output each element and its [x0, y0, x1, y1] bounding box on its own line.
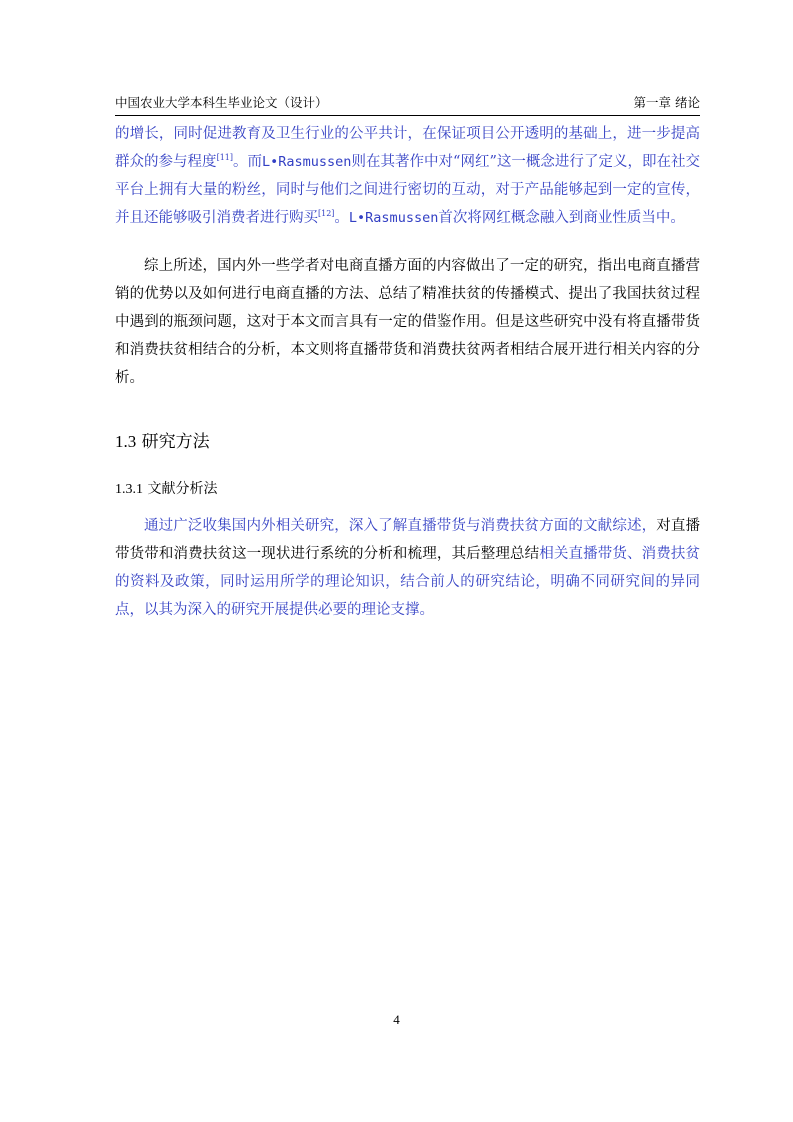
header-rule — [115, 115, 700, 116]
subsection-heading — [115, 478, 217, 501]
section-number: 1.3 — [115, 432, 137, 451]
paragraph-literature-review — [115, 120, 700, 232]
section-title: 研究方法 — [141, 432, 210, 452]
paragraph-text: 。而 — [233, 154, 263, 170]
subsection-number: 1.3.1 — [115, 482, 143, 497]
author-name: L•Rasmussen — [348, 210, 439, 226]
paragraph-text: 对直播带货带和消费扶贫这一现状进行系统的分析和梳理，其后整理总结 — [115, 518, 701, 562]
citation-ref: [12] — [318, 209, 335, 219]
paragraph-literature-method — [115, 512, 700, 624]
page-header — [115, 93, 700, 113]
author-name: L•Rasmussen — [262, 154, 352, 170]
paragraph-text: 通过广泛收集国内外相关研究，深入了解直播带货与消费扶贫方面的文献综述， — [144, 518, 657, 534]
paragraph-text: 的增长，同时促进教育及卫生行业的公平共计，在保证项目公开透明的基础上，进一步提高群众的参与程度 — [115, 126, 700, 170]
paragraph-summary: 综上所述，国内外一些学者对电商直播方面的内容做出了一定的研究，指出电商直播营销的优势以及如何进行电商直播的方法、总结了精准扶贫的传播模式、提出了我国扶贫过程中遇到的瓶颈问题，这对于本文而言具有一定的借鉴作用。但是这些研究中没有将直播带货和消费扶贫相结合的分析，本文则将直播带货和消费扶贫两者相结合展开进行相关内容的分析。 — [115, 258, 700, 386]
paragraph-text: 相关直播带货、消费扶贫的资料及政策，同时运用所学的理论知识，结合前人的研究结论，明确不同研究间的异同点，以其为深入的研究开展提供必要的理论支撑。 — [115, 546, 700, 618]
subsection-title: 文献分析法 — [147, 481, 218, 497]
header-chapter-title: 第一章 绪论 — [633, 95, 700, 110]
citation-ref: [11] — [216, 153, 233, 163]
paragraph-text: 则在其著作中对“网红”这一概念进行了定义，即在社交平台上拥有大量的粉丝，同时与他们之间进行密切的互动，对于产品能够起到一定的宣传，并且还能够吸引消费者进行购买 — [115, 154, 701, 226]
paragraph-text: 。 — [334, 210, 349, 226]
paragraph-text: 首次将网红概念融入到商业性质当中。 — [438, 210, 685, 226]
header-thesis-title: 中国农业大学本科生毕业论文（设计） — [115, 95, 328, 110]
page-number: 4 — [393, 1012, 400, 1027]
section-heading — [115, 430, 210, 454]
